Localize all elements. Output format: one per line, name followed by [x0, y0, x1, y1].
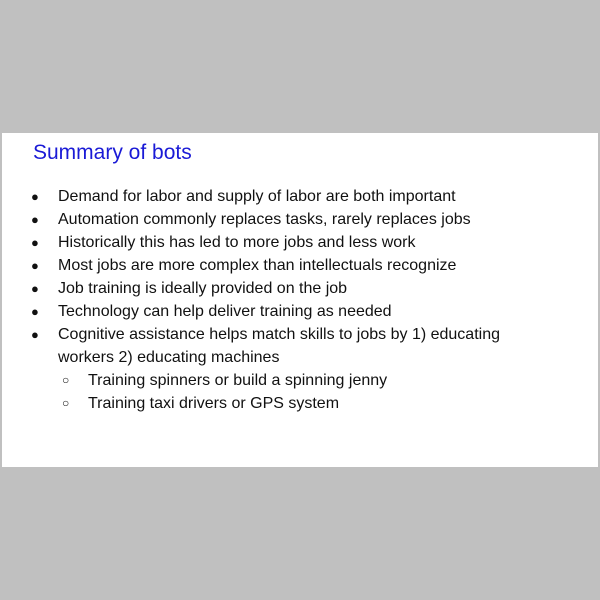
sub-bullet-item	[2, 369, 598, 392]
bullet-icon: ●	[31, 235, 39, 250]
bullet-text: Historically this has led to more jobs and less work	[58, 234, 416, 251]
bullet-text: Automation commonly replaces tasks, rarely replaces jobs	[58, 211, 471, 228]
bullet-item	[2, 208, 598, 231]
slide	[2, 133, 598, 467]
bullet-icon: ●	[31, 212, 39, 227]
bullet-icon: ●	[31, 304, 39, 319]
bullet-item	[2, 231, 598, 254]
sub-bullet-item	[2, 392, 598, 415]
bullet-text: Cognitive assistance helps match skills to jobs by 1) educating workers 2) educating machines	[58, 326, 500, 366]
bullet-icon: ●	[31, 189, 39, 204]
slide-title: Summary of bots	[33, 141, 192, 164]
bullet-list	[2, 185, 598, 369]
bullet-item	[2, 277, 598, 300]
bullet-text: Most jobs are more complex than intellectuals recognize	[58, 257, 457, 274]
sub-bullet-text: Training spinners or build a spinning jenny	[88, 372, 388, 389]
bullet-text: Technology can help deliver training as needed	[58, 303, 392, 320]
bullet-text: Demand for labor and supply of labor are both important	[58, 188, 456, 205]
bullet-item	[2, 185, 598, 208]
bullet-icon: ●	[31, 258, 39, 273]
bullet-item	[2, 323, 598, 369]
bullet-text: Job training is ideally provided on the job	[58, 280, 348, 297]
sub-bullet-text: Training taxi drivers or GPS system	[88, 395, 340, 412]
hollow-bullet-icon: ○	[62, 396, 70, 410]
bullet-item	[2, 300, 598, 323]
bullet-icon: ●	[31, 281, 39, 296]
hollow-bullet-icon: ○	[62, 373, 70, 387]
sub-bullet-list	[2, 369, 598, 415]
bullet-icon: ●	[31, 327, 39, 342]
bullet-item	[2, 254, 598, 277]
